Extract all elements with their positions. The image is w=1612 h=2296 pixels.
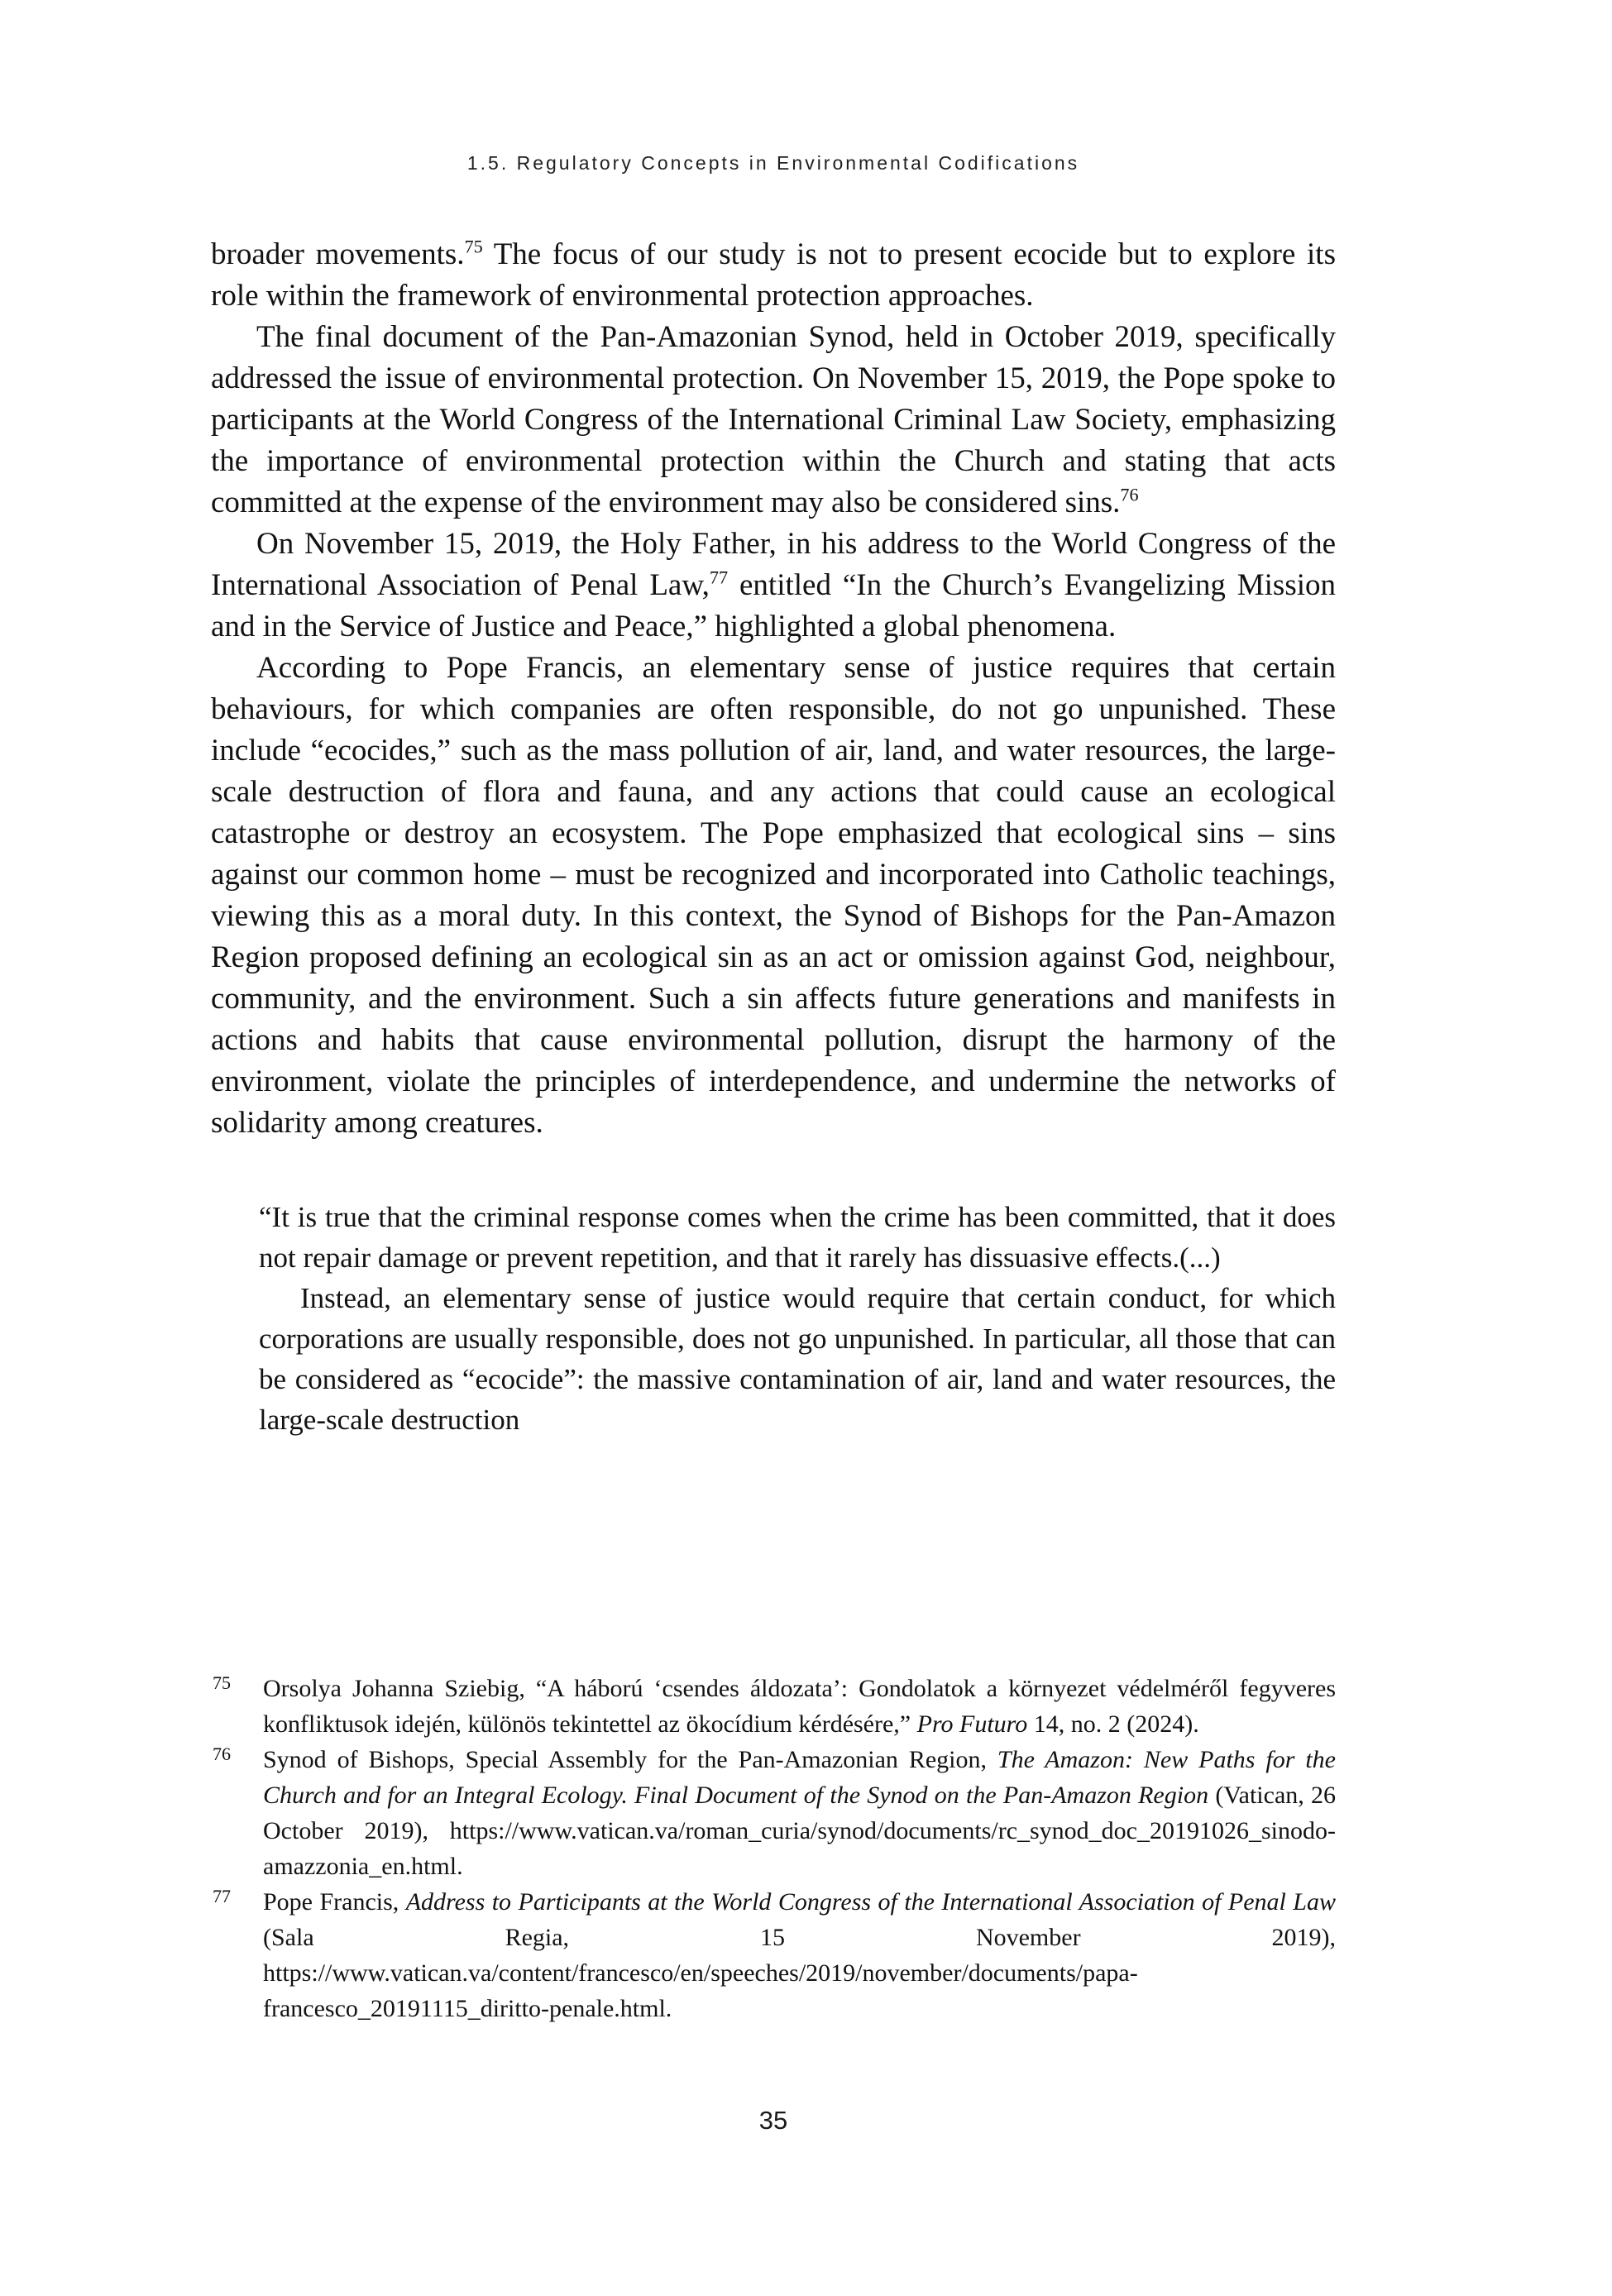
footnote-text: Synod of Bishops, Special Assembly for the Pan-Amazonian Region, The Amazon: New Paths for the Church and for an Integral Ecology. Final Document of the Synod on the Pan-Amazon Region (Vatican, 26 October 2019), https://www.vatican.va/roman_curia/synod/documents/rc_synod_doc_20191026_sinodo-amazzonia_en.html. — [263, 1746, 1336, 1880]
footnote — [211, 1884, 1336, 2026]
footnote-number: 77 — [213, 1886, 231, 1906]
main-paragraphs — [211, 234, 1336, 1144]
block-quote — [259, 1197, 1336, 1440]
footnote-marker: 77 — [709, 567, 729, 588]
italic-title: Address to Participants at the World Congress of the International Association of Penal Law — [405, 1888, 1336, 1916]
paragraph: Instead, an elementary sense of justice would require that certain conduct, for which corporations are usually responsible, does not go unpunished. In particular, all those that can be considered as “ecocide”: the massive contamination of air, land and water resources, the large-scale destruction — [259, 1282, 1336, 1436]
paragraph: “It is true that the criminal response comes when the crime has been committed, that it does not repair damage or prevent repetition, and that it rarely has dissuasive effects.(...) — [259, 1201, 1336, 1274]
paragraph: According to Pope Francis, an elementary sense of justice requires that certain behaviours, for which companies are often responsible, do not go unpunished. These include “ecocides,” such as the mass pollution of air, land, and water resources, the large-scale destruction of flora and fauna, and any actions that could cause an ecological catastrophe or destroy an ecosystem. The Pope emphasized that ecological sins – sins against our common home – must be recognized and incorporated into Catholic teachings, viewing this as a moral duty. In this context, the Synod of Bishops for the Pan-Amazon Region proposed defining an ecological sin as an act or omission against God, neighbour, community, and the environment. Such a sin affects future generations and manifests in actions and habits that cause environmental pollution, disrupt the harmony of the environment, violate the principles of interdependence, and undermine the networks of solidarity among creatures. — [211, 651, 1336, 1140]
footnote — [211, 1742, 1336, 1884]
footnote-text: Orsolya Johanna Sziebig, “A háború ‘csendes áldozata’: Gondolatok a környezet védelméről fegyveres konfliktusok idején, különös tekintettel az ökocídium kérdésére,” Pro Futuro 14, no. 2 (2024). — [263, 1675, 1336, 1738]
footnote-marker: 76 — [1120, 484, 1139, 505]
footnotes-section — [211, 1671, 1336, 2026]
footnote-number: 76 — [213, 1744, 231, 1764]
page-number: 35 — [758, 2106, 788, 2135]
paragraph: The final document of the Pan-Amazonian Synod, held in October 2019, specifically addressed the issue of environmental protection. On November 15, 2019, the Pope spoke to participants at the World Congress of the International Criminal Law Society, emphasizing the importance of environmental protection within the Church and stating that acts committed at the expense of the environment may also be considered sins.$^{76}$ — [211, 320, 1336, 519]
body-text — [211, 234, 1336, 1440]
footnote — [211, 1671, 1336, 1742]
paragraph: On November 15, 2019, the Holy Father, in his address to the World Congress of the International Association of Penal Law,$^{77}$ entitled “In the Church’s Evangelizing Mission and in the Service of Justice and Peace,” highlighted a global phenomena. — [211, 527, 1336, 643]
italic-title: The Amazon: New Paths for the Church and for an Integral Ecology. Final Document of the Synod on the Pan-Amazon Region — [263, 1746, 1336, 1809]
running-header: 1.5. Regulatory Concepts in Environmental Codifications — [466, 152, 1080, 174]
footnote-marker: 75 — [464, 236, 483, 257]
paragraph: broader movements.$^{75}$ The focus of our study is not to present ecocide but to explore its role within the framework of environmental protection approaches. — [211, 236, 1336, 313]
italic-title: Pro Futuro — [916, 1710, 1028, 1738]
footnote-text: Pope Francis, Address to Participants at the World Congress of the International Association of Penal Law (Sala Regia, 15 November 2019), https://www.vatican.va/content/francesco/en/speeches/2019/november/documents/papa-francesco_20191115_diritto-penale.html. — [263, 1888, 1336, 2022]
footnote-number: 75 — [213, 1672, 231, 1693]
